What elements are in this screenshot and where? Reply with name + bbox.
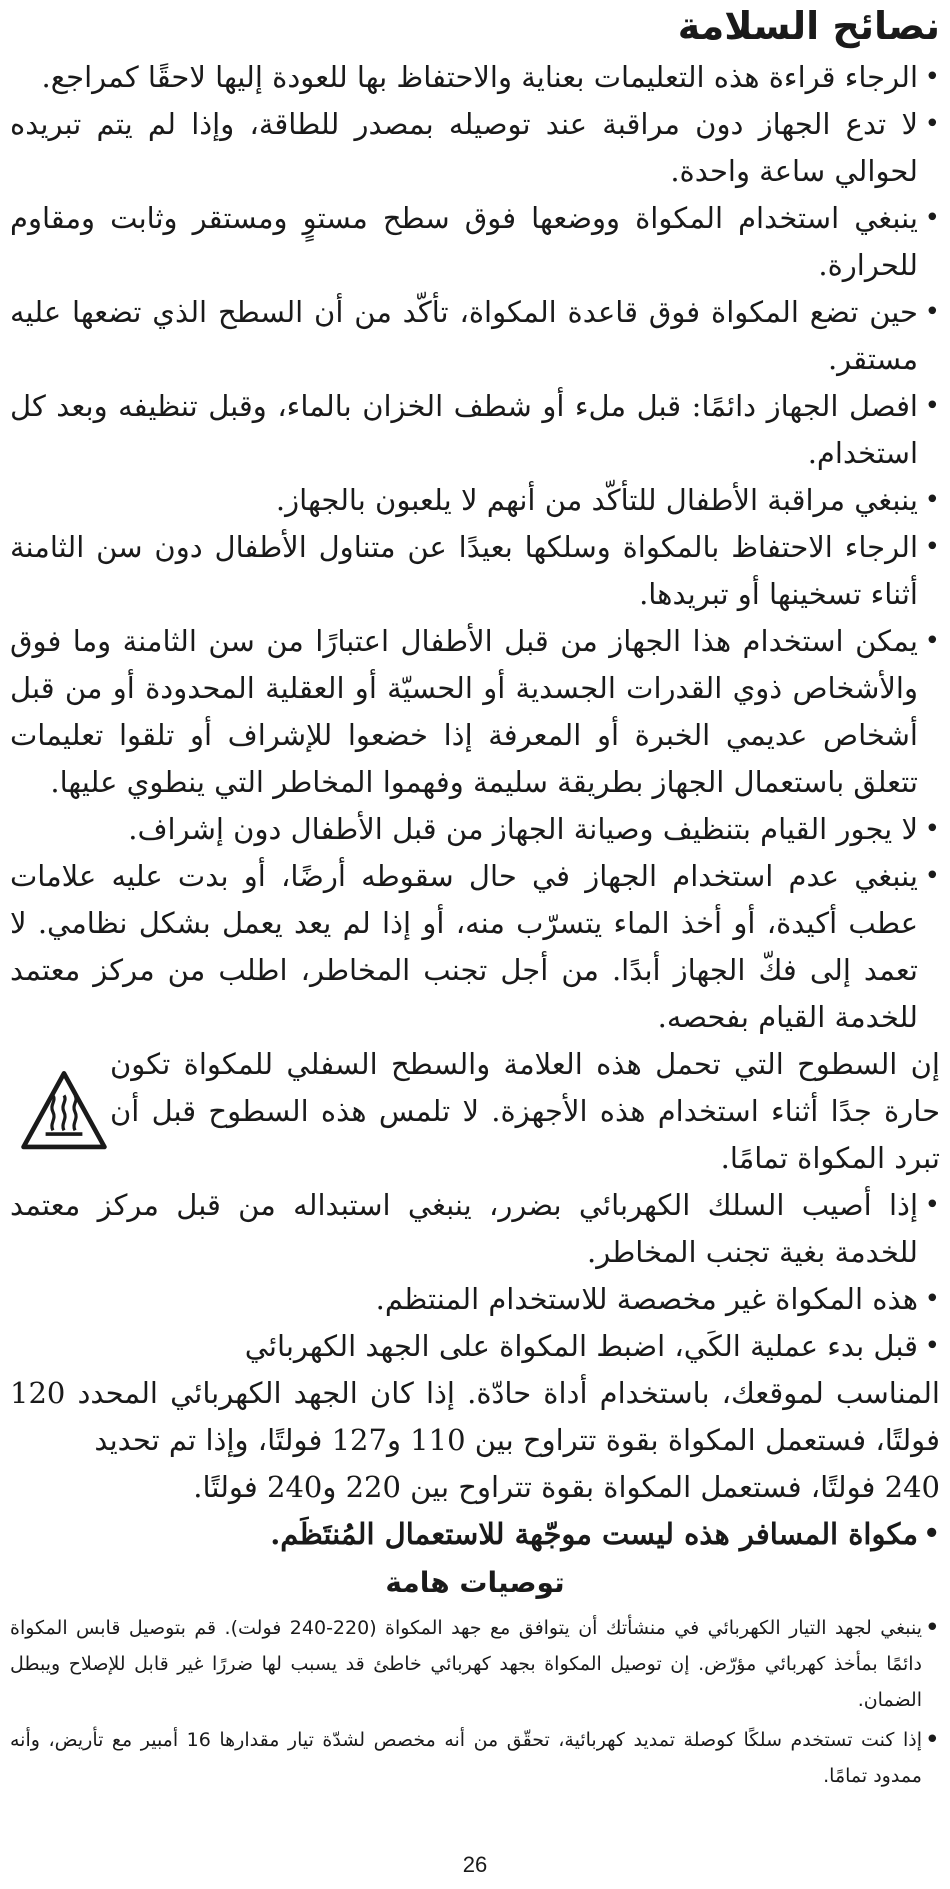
safety-list: [10, 54, 940, 1798]
voltage-paragraph-continued: 240 فولتًا، فستعمل المكواة بقوة تتراوح بين 220 و240 فولتًا.: [193, 1470, 940, 1504]
safety-item: • ينبغي مراقبة الأطفال للتأكّد من أنهم لا يلعبون بالجهاز.: [10, 477, 940, 524]
safety-item: • لا يجور القيام بتنظيف وصيانة الجهاز من قبل الأطفال دون إشراف.: [10, 806, 940, 853]
hot-surface-warning: [10, 1041, 940, 1182]
safety-item: • حين تضع المكواة فوق قاعدة المكواة، تأكّد من أن السطح الذي تضعها عليه مستقر.: [10, 289, 940, 383]
safety-item: • افصل الجهاز دائمًا: قبل ملء أو شطف الخزان بالماء، وقبل تنظيفه وبعد كل استخدام.: [10, 383, 940, 477]
safety-item: • ينبغي استخدام المكواة ووضعها فوق سطح مستوٍ ومستقر وثابت ومقاوم للحرارة.: [10, 195, 940, 289]
safety-item: • الرجاء قراءة هذه التعليمات بعناية والاحتفاظ بها للعودة إليها لاحقًا كمراجع.: [10, 54, 940, 101]
safety-item: • ينبغي عدم استخدام الجهاز في حال سقوطه أرضًا، أو بدت عليه علامات عطب أكيدة، أو أخذ الماء يتسرّب منه، أو إذا لم يعد يعمل بشكل نظامي. لا تعمد إلى فكّ الجهاز أبدًا. من أجل تجنب المخاطر، اطلب من مركز معتمد للخدمة القيام بفحصه.: [10, 853, 940, 1041]
recommendation-item: • إذا كنت تستخدم سلكًا كوصلة تمديد كهربائية، تحقّق من أنه مخصص لشدّة تيار مقدارها 16 أمبير مع تأريض، وأنه ممدود تمامًا.: [10, 1722, 940, 1794]
page-number: 26: [462, 1852, 488, 1877]
safety-item: • الرجاء الاحتفاظ بالمكواة وسلكها بعيدًا عن متناول الأطفال دون سن الثامنة أثناء تسخينها أو تبريدها.: [10, 524, 940, 618]
safety-item: • يمكن استخدام هذا الجهاز من قبل الأطفال اعتبارًا من سن الثامنة وما فوق والأشخاص ذوي القدرات الجسدية أو الحسيّة أو العقلية المحدودة أو من قبل أشخاص عديمي الخبرة أو المعرفة إذا خضعوا للإشراف أو تلقوا تعليمات تتعلق باستعمال الجهاز بطريقة سليمة وفهموا المخاطر التي ينطوي عليها.: [10, 618, 940, 806]
voltage-paragraph: المناسب لموقعك، باستخدام أداة حادّة. إذا كان الجهد الكهربائي المحدد 120 فولتًا، فستعمل المكواة بقوة تتراوح بين 110 و127 فولتًا، وإذا تم تحديد: [10, 1376, 940, 1457]
recommendations-list: [10, 1610, 940, 1794]
page-title: نصائح السلامة: [677, 4, 940, 48]
recommendations-heading: توصيات هامة: [385, 1566, 565, 1599]
hot-surface-warning-text: إن السطوح التي تحمل هذه العلامة والسطح السفلي للمكواة تكون حارة جدًا أثناء استخدام هذه الأجهزة. لا تلمس هذه السطوح قبل أن تبرد المكواة تمامًا.: [110, 1047, 940, 1175]
recommendation-item: • ينبغي لجهد التيار الكهربائي في منشأتك أن يتوافق مع جهد المكواة (220-240 فولت). قم بتوصيل قابس المكواة دائمًا بمأخذ كهربائي مؤرّض. إن توصيل المكواة بجهد كهربائي خاطئ قد يسبب لها ضررًا غير قابل للإصلاح ويبطل الضمان.: [10, 1610, 940, 1718]
hot-surface-warning-icon: [18, 1066, 110, 1158]
safety-item: • لا تدع الجهاز دون مراقبة عند توصيله بمصدر للطاقة، وإذا لم يتم تبريده لحوالي ساعة واحدة.: [10, 101, 940, 195]
safety-item: • إذا أصيب السلك الكهربائي بضرر، ينبغي استبداله من قبل مركز معتمد للخدمة بغية تجنب المخاطر.: [10, 1182, 940, 1276]
safety-item: • هذه المكواة غير مخصصة للاستخدام المنتظم.: [10, 1276, 940, 1323]
safety-item: • قبل بدء عملية الكَي، اضبط المكواة على الجهد الكهربائي: [10, 1323, 940, 1370]
travel-iron-note: • مكواة المسافر هذه ليست موجّهة للاستعمال المُنتَظَم.: [10, 1511, 940, 1558]
